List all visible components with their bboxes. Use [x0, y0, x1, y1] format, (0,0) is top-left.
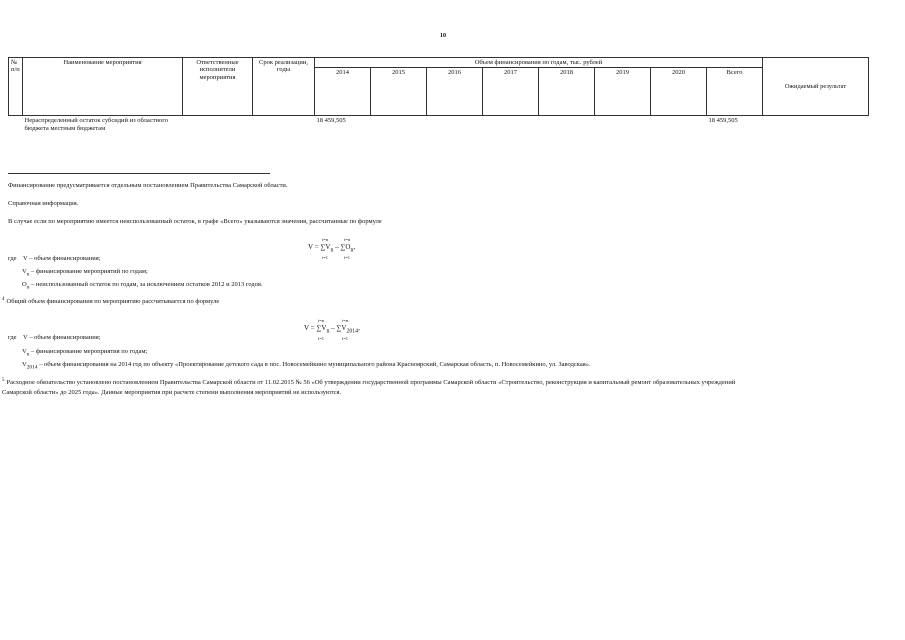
formula-2-tail: ,	[358, 324, 360, 332]
header-name: Наименование мероприятия	[23, 58, 183, 116]
where-symbol: O	[22, 281, 27, 288]
where-sub: n	[26, 284, 30, 291]
where-1-line-3	[22, 281, 263, 291]
where-prefix: где	[8, 255, 17, 262]
header-year: 2015	[371, 68, 427, 116]
formula-1-body: $V = \sum V_n - \sum O_n$,	[308, 243, 356, 254]
financing-table	[8, 57, 869, 133]
sum-sign-icon: ∑	[340, 243, 346, 251]
header-year: 2016	[427, 68, 483, 116]
where-symbol: V	[22, 268, 27, 275]
formula-1-upper-2: i=n	[344, 237, 351, 242]
sum-sign-icon: ∑	[336, 324, 342, 332]
formula-1-lower-2: i=1	[344, 255, 351, 260]
footnote-divider	[8, 173, 270, 174]
where-sub: n	[26, 271, 30, 278]
formula-2-lower-1: i=1	[318, 336, 325, 341]
formula-1-tail: ,	[353, 243, 356, 251]
header-period: Срок реализации, годы	[253, 58, 315, 116]
footnote-4	[2, 297, 219, 307]
table-row	[9, 116, 869, 133]
where-text: – финансирование мероприятий по годам;	[31, 268, 148, 275]
header-year: 2018	[539, 68, 595, 116]
footnote-5-line-1: Расходное обязательство установлено постановлением Правительства Самарской области от 11.02.2015 № 56 «Об утверждении государственной программы Самарской области «Строительство, реконструкция и капитальный ремонт образовательных учреждений	[6, 379, 736, 387]
row-2014: 18 459,505	[316, 117, 346, 125]
where-sub: 2014	[26, 364, 38, 371]
where-symbol: V	[22, 348, 27, 355]
sum-sign-icon: ∑	[320, 243, 326, 251]
footnote-3: В случае если по мероприятию имеется неиспользованный остаток, в графе «Всего» указываются значения, рассчитанные по формуле	[8, 218, 382, 225]
where-text: – объем финансирования;	[29, 255, 101, 262]
footnote-2: Справочная информация.	[8, 200, 79, 207]
where-sub: n	[26, 351, 30, 358]
footnote-1: Финансирование предусматривается отдельным постановлением Правительства Самарской области.	[8, 182, 288, 189]
where-text: – финансирование мероприятия по годам;	[31, 348, 148, 355]
sum-sign-icon: ∑	[316, 324, 322, 332]
where-symbol: V	[22, 361, 27, 368]
formula-2-upper-2: i=n	[342, 318, 349, 323]
formula-2-sub-2: 2014	[346, 328, 359, 335]
formula-1-lhs: V =	[308, 243, 319, 251]
formula-2-upper-1: i=n	[318, 318, 325, 323]
formula-1-sub-1: n	[330, 247, 334, 254]
header-num: № п/п	[9, 58, 23, 116]
formula-1-sub-2: n	[350, 247, 354, 254]
footnote-5	[2, 378, 735, 388]
header-year: 2019	[595, 68, 651, 116]
formula-2-term-2: V	[341, 324, 347, 332]
where-2-line-1	[8, 334, 101, 342]
footnote-5-mark: 5	[2, 378, 5, 383]
header-financing: Объем финансирования по годам, тыс. рублей	[315, 58, 763, 68]
footnote-4-text: Общий объем финансирования по мероприятию рассчитывается по формуле	[6, 298, 220, 306]
formula-1-lower-1: i=1	[322, 255, 329, 260]
where-text: – объем финансирования;	[29, 334, 101, 341]
formula-2-lower-2: i=1	[342, 336, 349, 341]
where-2-line-2	[22, 348, 147, 358]
formula-2-sub-1: n	[326, 328, 330, 335]
formula-2-term-1: V	[321, 324, 327, 332]
row-name: Нераспределенный остаток субсидий из областного бюджета местным бюджетам	[24, 117, 169, 132]
where-symbol: V	[23, 255, 28, 262]
page-number: 10	[440, 33, 446, 39]
where-1-line-2	[22, 268, 148, 278]
where-2-line-3	[22, 361, 591, 371]
row-total: 18 459,505	[708, 117, 738, 125]
header-year: 2017	[483, 68, 539, 116]
formula-1-upper-1: i=n	[322, 237, 329, 242]
footnote-4-mark: 4	[2, 297, 5, 302]
formula-1-term-1: V	[325, 243, 331, 251]
where-symbol: V	[23, 334, 28, 341]
footnote-5-cont: Самарской области» до 2025 года». Данные мероприятия при расчете степени выполнения мероприятий не используются.	[2, 389, 342, 396]
header-year: 2020	[651, 68, 707, 116]
header-year: 2014	[315, 68, 371, 116]
where-prefix: где	[8, 334, 17, 341]
header-responsible: Ответственные исполнители мероприятия	[183, 58, 253, 116]
formula-2-lhs: V =	[304, 324, 315, 332]
formula-1-term-2: O	[345, 243, 351, 251]
where-text: – объем финансирования на 2014 год по объекту «Проектирование детского сада в пос. Новосемейкино муниципального района Красноярский, Самарская область, п. Новосемейкино, ул. Заводская».	[39, 361, 591, 368]
formula-2-body: $V = \sum V_n - \sum V_{2014}$,	[304, 324, 360, 335]
where-text: – неиспользованный остаток по годам, за исключением остатков 2012 и 2013 годов.	[31, 281, 263, 288]
header-result: Ожидаемый результат	[763, 58, 869, 116]
where-1-line-1	[8, 255, 101, 263]
header-total: Всего	[707, 68, 763, 116]
